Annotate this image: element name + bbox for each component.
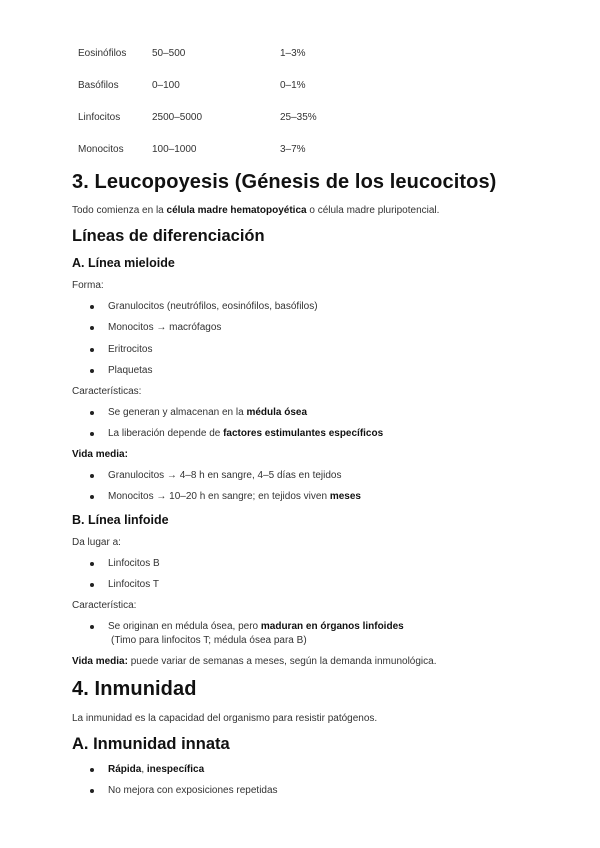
cell-percent: 3–7% <box>280 144 306 155</box>
bullet-icon <box>90 768 94 772</box>
list-item-text: Monocitos → macrófagos <box>108 322 222 333</box>
list-item-text: Eritrocitos <box>108 344 153 355</box>
bullet-icon <box>90 495 94 499</box>
list-item-text: Linfocitos T <box>108 579 159 590</box>
cell-type: Eosinófilos <box>78 48 127 59</box>
table-row <box>78 48 538 64</box>
text-span: Se originan en médula ósea, pero <box>108 621 261 632</box>
bullet-icon <box>90 583 94 587</box>
intro-emphasis: célula madre hematopoyética <box>166 205 307 216</box>
list-item-continuation: (Timo para linfocitos T; médula ósea para B) <box>111 635 307 646</box>
cell-percent: 25–35% <box>280 112 317 123</box>
text-separator: , <box>141 764 147 775</box>
table-row <box>78 80 538 96</box>
intro-text: Todo comienza en la <box>72 205 167 216</box>
linfoide-vida-media <box>72 656 436 667</box>
caracteristicas-label: Características: <box>72 386 142 397</box>
bullet-icon <box>90 411 94 415</box>
text-span: Monocitos → 10–20 h en sangre; en tejidos viven <box>108 491 330 502</box>
cell-absolute: 2500–5000 <box>152 112 203 123</box>
cell-percent: 1–3% <box>280 48 306 59</box>
text-emphasis: médula ósea <box>246 407 308 418</box>
bullet-icon <box>90 432 94 436</box>
list-item-text: Linfocitos B <box>108 558 160 569</box>
list-item-text <box>108 491 361 502</box>
caracteristica-label: Característica: <box>72 600 137 611</box>
section-4-intro: La inmunidad es la capacidad del organismo para resistir patógenos. <box>72 713 378 724</box>
text-span: Se generan y almacenan en la <box>108 407 247 418</box>
forma-label: Forma: <box>72 280 104 291</box>
text-emphasis: maduran en órganos linfoides <box>260 621 404 632</box>
cell-absolute: 100–1000 <box>152 144 197 155</box>
cell-absolute: 0–100 <box>152 80 180 91</box>
text-emphasis: Rápida <box>108 764 142 775</box>
bullet-icon <box>90 305 94 309</box>
cell-absolute: 50–500 <box>152 48 186 59</box>
bullet-icon <box>90 369 94 373</box>
bullet-icon <box>90 474 94 478</box>
linfoide-title: B. Línea linfoide <box>72 513 169 527</box>
list-item-text: Plaquetas <box>108 365 153 376</box>
list-item-text <box>108 407 307 418</box>
innata-title: A. Inmunidad innata <box>72 735 230 753</box>
vida-media-heading: Vida media: <box>72 449 128 460</box>
list-item-text: Granulocitos (neutrófilos, eosinófilos, basófilos) <box>108 301 318 312</box>
bullet-icon <box>90 348 94 352</box>
list-item-text <box>108 764 204 775</box>
cell-type: Linfocitos <box>78 112 121 123</box>
text-span: La liberación depende de <box>108 428 224 439</box>
da-lugar-label: Da lugar a: <box>72 537 121 548</box>
cell-percent: 0–1% <box>280 80 306 91</box>
table-row <box>78 112 538 128</box>
section-3-intro <box>72 205 439 216</box>
section-4-title: 4. Inmunidad <box>72 678 197 700</box>
bullet-icon <box>90 326 94 330</box>
list-item-text <box>108 621 404 632</box>
bullet-icon <box>90 789 94 793</box>
list-item-text <box>108 428 383 439</box>
intro-text-end: o célula madre pluripotencial. <box>306 205 440 216</box>
text-emphasis: meses <box>329 491 361 502</box>
table-row <box>78 144 538 160</box>
vida-media-heading: Vida media: <box>72 656 128 667</box>
bullet-icon <box>90 562 94 566</box>
list-item-text: Granulocitos → 4–8 h en sangre, 4–5 días en tejidos <box>108 470 342 481</box>
text-emphasis: factores estimulantes específicos <box>223 428 384 439</box>
mieloide-title: A. Línea mieloide <box>72 256 175 270</box>
lineas-title: Líneas de diferenciación <box>72 227 265 245</box>
list-item-text: No mejora con exposiciones repetidas <box>108 785 278 796</box>
vida-media-text: puede variar de semanas a meses, según la demanda inmunológica. <box>127 656 437 667</box>
section-3-title: 3. Leucopoyesis (Génesis de los leucocitos) <box>72 171 497 193</box>
text-emphasis: inespecífica <box>146 764 205 775</box>
bullet-icon <box>90 625 94 629</box>
cell-type: Basófilos <box>78 80 119 91</box>
cell-type: Monocitos <box>78 144 124 155</box>
vida-media-label <box>72 449 128 460</box>
